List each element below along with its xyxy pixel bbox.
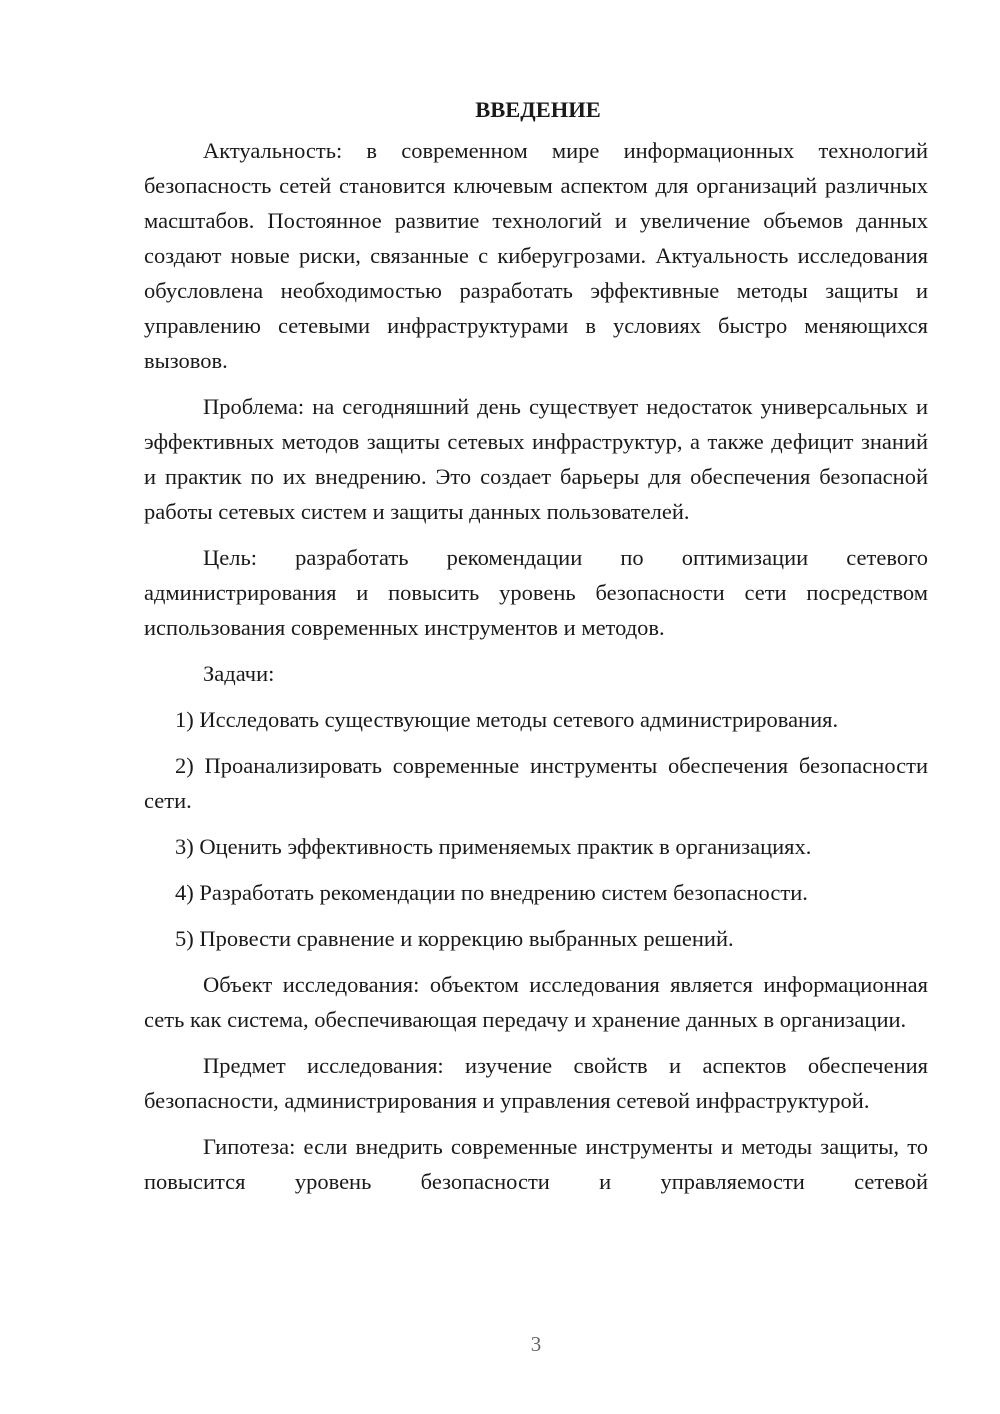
paragraph-problem: Проблема: на сегодняшний день существует недостаток универсальных и эффективных методов защиты сетевых инфраструктур, а также дефицит знаний и практик по их внедрению. Это создает барьеры для обеспечения безопасной работы сетевых систем и защиты данных пользователей. xyxy=(144,394,928,524)
paragraph-hypothesis: Гипотеза: если внедрить современные инструменты и методы защиты, то повысится уровень безопасности и управляемости сетевой xyxy=(144,1134,928,1194)
task-item-4: 4) Разработать рекомендации по внедрению систем безопасности. xyxy=(175,880,808,905)
paragraph-subject: Предмет исследования: изучение свойств и аспектов обеспечения безопасности, администрирования и управления сетевой инфраструктурой. xyxy=(144,1053,928,1113)
section-heading: ВВЕДЕНИЕ xyxy=(475,97,601,122)
tasks-label: Задачи: xyxy=(203,661,275,686)
task-item-1: 1) Исследовать существующие методы сетевого администрирования. xyxy=(175,707,839,732)
paragraph-relevance: Актуальность: в современном мире информационных технологий безопасность сетей становится ключевым аспектом для организаций различных масштабов. Постоянное развитие технологий и увеличение объемов данных создают новые риски, связанные с киберугрозами. Актуальность исследования обусловлена необходимостью разработать эффективные методы защиты и управлению сетевыми инфраструктурами в условиях быстро меняющихся вызовов. xyxy=(144,138,928,373)
task-item-5: 5) Провести сравнение и коррекцию выбранных решений. xyxy=(175,926,734,951)
page-number: 3 xyxy=(530,1332,542,1356)
task-item-2: 2) Проанализировать современные инструменты обеспечения безопасности сети. xyxy=(144,753,928,813)
paragraph-object: Объект исследования: объектом исследования является информационная сеть как система, обеспечивающая передачу и хранение данных в организации. xyxy=(144,972,928,1032)
document-body xyxy=(144,92,928,1210)
task-item-3: 3) Оценить эффективность применяемых практик в организациях. xyxy=(175,834,812,859)
paragraph-goal: Цель: разработать рекомендации по оптимизации сетевого администрирования и повысить уровень безопасности сети посредством использования современных инструментов и методов. xyxy=(144,545,928,640)
